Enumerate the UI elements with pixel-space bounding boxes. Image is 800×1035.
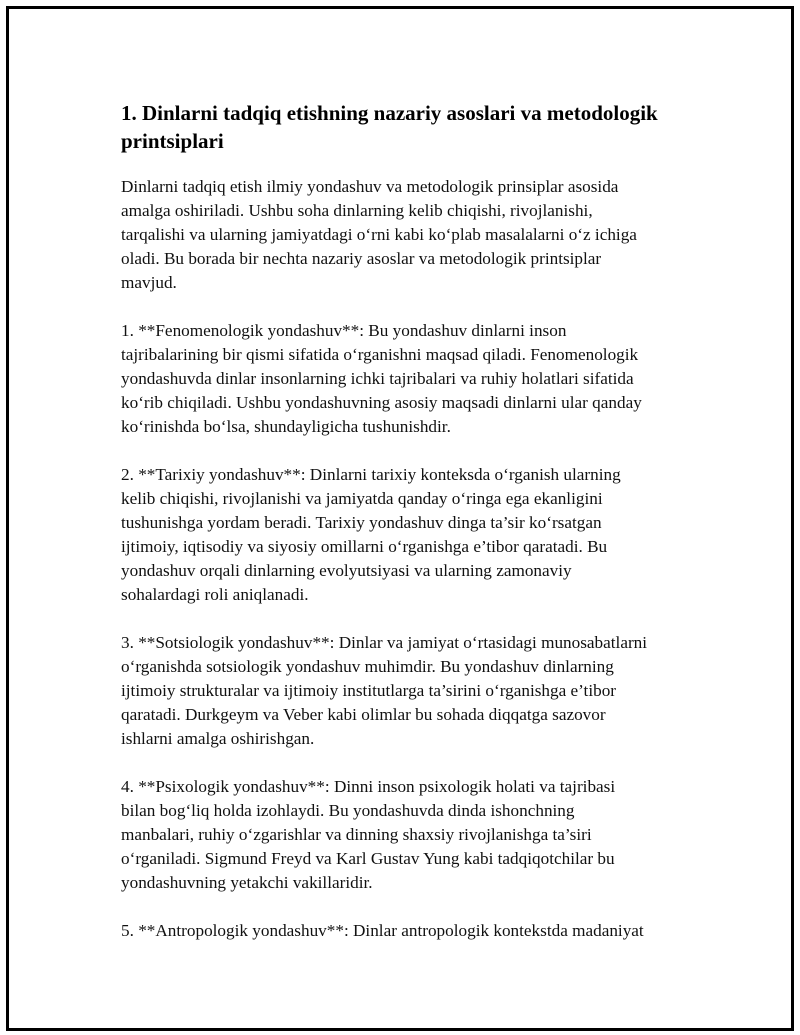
text-line: ko‘rinishda bo‘lsa, shundayligicha tushunishdir. <box>121 417 451 436</box>
page-frame <box>6 6 794 1031</box>
text-line: 3. **Sotsiologik yondashuv**: Dinlar va jamiyat o‘rtasidagi munosabatlarni <box>121 633 648 652</box>
text-line: qaratadi. Durkgeym va Veber kabi olimlar bu sohada diqqatga sazovor <box>121 705 606 724</box>
historical-paragraph <box>121 463 701 607</box>
text-line: tushunishga yordam beradi. Tarixiy yondashuv dinga ta’sir ko‘rsatgan <box>121 513 602 532</box>
text-line: 1. **Fenomenologik yondashuv**: Bu yondashuv dinlarni inson <box>121 321 567 340</box>
text-line: oladi. Bu borada bir nechta nazariy asoslar va metodologik printsiplar <box>121 249 602 268</box>
text-line: 5. **Antropologik yondashuv**: Dinlar antropologik kontekstda madaniyat <box>121 921 644 940</box>
text-line: ijtimoiy strukturalar va ijtimoiy institutlarga ta’sirini o‘rganishga e’tibor <box>121 681 617 700</box>
text-line: Dinlarni tadqiq etish ilmiy yondashuv va metodologik prinsiplar asosida <box>121 177 619 196</box>
document-title <box>121 99 701 155</box>
title-line: printsiplari <box>121 129 224 153</box>
text-line: tarqalishi va ularning jamiyatdagi o‘rni kabi ko‘plab masalalarni o‘z ichiga <box>121 225 637 244</box>
text-line: yondashuvda dinlar insonlarning ichki tajribalari va ruhiy holatlari sifatida <box>121 369 634 388</box>
text-line: ko‘rib chiqiladi. Ushbu yondashuvning asosiy maqsadi dinlarni ular qanday <box>121 393 642 412</box>
phenomenological-paragraph <box>121 319 701 439</box>
text-line: ijtimoiy, iqtisodiy va siyosiy omillarni o‘rganishga e’tibor qaratadi. Bu <box>121 537 608 556</box>
text-line: tajribalarining bir qismi sifatida o‘rganishni maqsad qiladi. Fenomenologik <box>121 345 639 364</box>
text-line: o‘rganishda sotsiologik yondashuv muhimdir. Bu yondashuv dinlarning <box>121 657 614 676</box>
document-body <box>121 99 701 967</box>
intro-paragraph <box>121 175 701 295</box>
text-line: o‘rganiladi. Sigmund Freyd va Karl Gustav Yung kabi tadqiqotchilar bu <box>121 849 615 868</box>
text-line: yondashuvning yetakchi vakillaridir. <box>121 873 373 892</box>
text-line: 4. **Psixologik yondashuv**: Dinni inson psixologik holati va tajribasi <box>121 777 616 796</box>
text-line: yondashuv orqali dinlarning evolyutsiyasi va ularning zamonaviy <box>121 561 572 580</box>
text-line: amalga oshiriladi. Ushbu soha dinlarning kelib chiqishi, rivojlanishi, <box>121 201 593 220</box>
text-line: mavjud. <box>121 273 177 292</box>
psychological-paragraph <box>121 775 701 895</box>
text-line: sohalardagi roli aniqlanadi. <box>121 585 309 604</box>
text-line: 2. **Tarixiy yondashuv**: Dinlarni tarixiy konteksda o‘rganish ularning <box>121 465 621 484</box>
anthropological-paragraph <box>121 919 701 943</box>
text-line: ishlarni amalga oshirishgan. <box>121 729 315 748</box>
sociological-paragraph <box>121 631 701 751</box>
text-line: bilan bog‘liq holda izohlaydi. Bu yondashuvda dinda ishonchning <box>121 801 575 820</box>
title-line: 1. Dinlarni tadqiq etishning nazariy asoslari va metodologik <box>121 101 658 125</box>
text-line: kelib chiqishi, rivojlanishi va jamiyatda qanday o‘ringa ega ekanligini <box>121 489 603 508</box>
text-line: manbalari, ruhiy o‘zgarishlar va dinning shaxsiy rivojlanishga ta’siri <box>121 825 592 844</box>
